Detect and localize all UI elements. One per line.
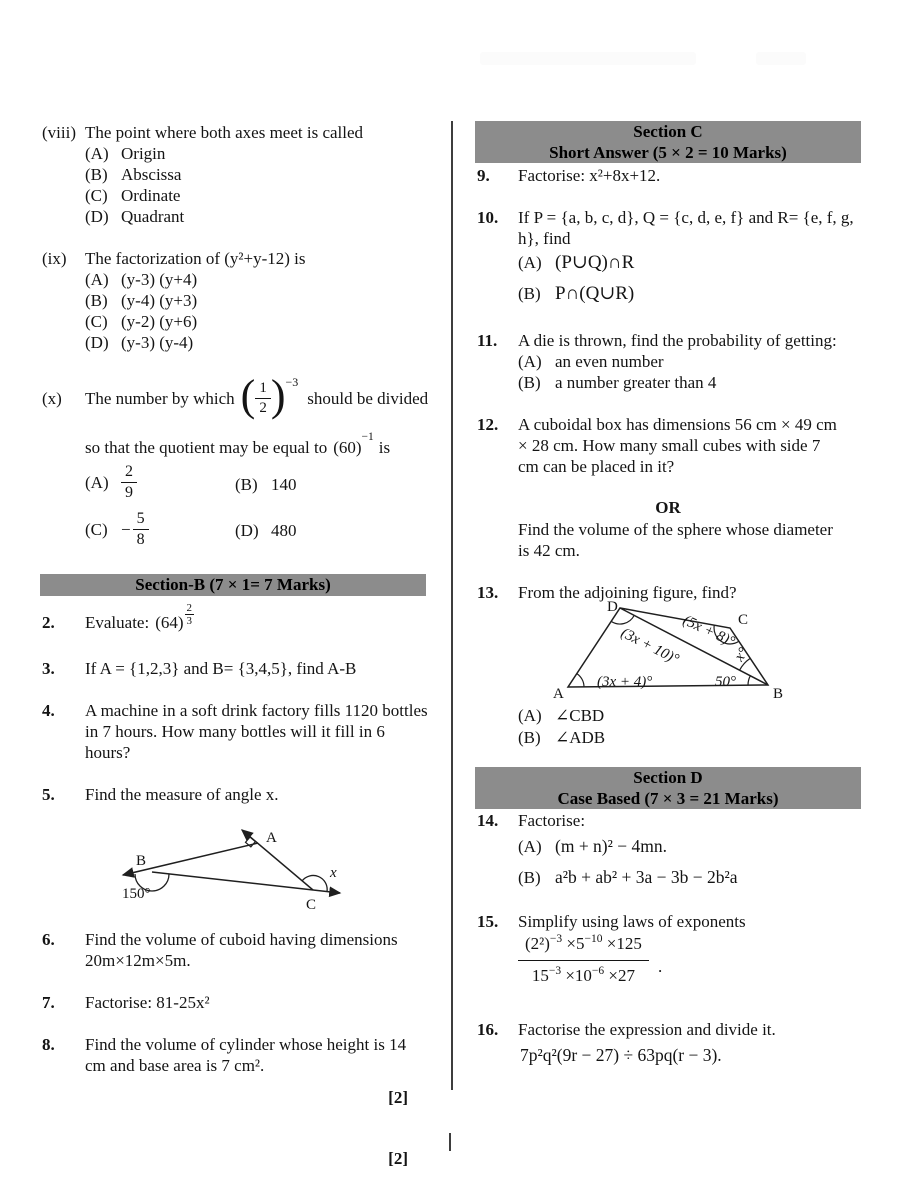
option-text: an even number	[555, 352, 664, 371]
option-label: (A)	[85, 144, 109, 163]
angle-label-a: (3x + 4)°	[597, 674, 653, 690]
fraction-five-eighths: $\frac{5}{8}$	[133, 510, 149, 549]
option-label: (A)	[85, 270, 109, 289]
mcq-ix-option-c	[85, 311, 197, 332]
column-divider-dash	[449, 1133, 451, 1151]
question-text: If A = {1,2,3} and B= {3,4,5}, find A-B	[85, 659, 357, 678]
vertex-label-b: B	[773, 686, 784, 702]
mcq-viii-option-b	[85, 164, 181, 185]
mcq-x-option-d	[235, 520, 297, 541]
base-64: (64)	[155, 612, 184, 632]
mcq-viii-option-c	[85, 185, 180, 206]
question-number: 4.	[42, 701, 55, 720]
page-marks-badge: [2]	[388, 1088, 408, 1107]
question-number: 8.	[42, 1035, 55, 1054]
option-expression: a²b + ab² + 3a − 3b − 2b²a	[555, 867, 738, 887]
option-label: (C)	[85, 519, 108, 539]
question-number: 15.	[477, 912, 499, 931]
mcq-x-stem-pre: The number by which	[85, 388, 235, 408]
question-number: 9.	[477, 166, 490, 185]
question-3	[42, 658, 356, 679]
option-label: (A)	[518, 837, 542, 856]
section-d-title: Section D	[633, 768, 703, 787]
question-number: 10.	[477, 208, 499, 227]
option-text: Origin	[121, 144, 166, 163]
option-label: (A)	[518, 252, 542, 272]
mcq-x-option-a	[85, 460, 137, 504]
question-text: Evaluate:	[85, 612, 150, 632]
question-number: 14.	[477, 811, 499, 830]
mcq-ix-number: (ix)	[42, 249, 67, 268]
angle-label-d: (3x + 10)°	[618, 625, 682, 668]
mcq-viii-option-d	[85, 206, 184, 227]
q16-expression: 7p²q²(9r − 27) ÷ 63pq(r − 3).	[520, 1045, 722, 1065]
mcq-ix-stem-row	[42, 248, 306, 269]
q14-option-a	[518, 836, 667, 857]
question-4	[42, 700, 433, 763]
section-c-header	[475, 121, 861, 163]
question-5	[42, 784, 279, 805]
vertex-label-d: D	[607, 599, 618, 615]
option-text: (y-2) (y+6)	[121, 312, 198, 331]
base-60: (60)	[333, 438, 362, 457]
fraction-denominator: $15^{-3} \times 10^{-6} \times 27$	[531, 965, 636, 985]
stem-text-end: is	[378, 438, 391, 457]
option-label: (B)	[518, 868, 541, 887]
section-d-subtitle: Case Based (7 × 3 = 21 Marks)	[557, 789, 779, 808]
faint-scan-artifact	[756, 52, 806, 65]
option-label: (B)	[518, 283, 541, 303]
angle-label-b-x: x°	[731, 644, 752, 665]
or-separator: OR	[655, 498, 681, 517]
question-text: Find the measure of angle x.	[85, 785, 279, 804]
question-number: 11.	[477, 331, 498, 350]
question-number: 12.	[477, 415, 499, 434]
q13-option-a	[518, 705, 604, 726]
angle-label-x: x	[330, 865, 337, 881]
option-label: (B)	[235, 475, 258, 494]
option-text: Abscissa	[121, 165, 182, 184]
question-number: 7.	[42, 993, 55, 1012]
angle-label-150: 150°	[122, 886, 151, 902]
option-expression: P∩(Q∪R)	[555, 282, 635, 304]
q10-option-b	[518, 280, 634, 306]
question-text: From the adjoining figure, find?	[518, 583, 737, 602]
question-number: 6.	[42, 930, 55, 949]
mcq-x-option-c	[85, 506, 149, 552]
stem-text: so that the quotient may be equal to	[85, 438, 328, 457]
section-c-title: Section C	[633, 122, 703, 141]
mcq-viii-stem-row	[42, 122, 363, 143]
question-11	[477, 330, 837, 351]
question-text: Factorise: x²+8x+12.	[518, 166, 661, 185]
mcq-x-stem-row: (x) The number by which ( $\frac{1}{2}$ ) −3 should be divided	[42, 371, 429, 420]
mcq-viii-stem: The point where both axes meet is called	[85, 123, 364, 142]
question-number: 13.	[477, 583, 499, 602]
page-marks-badge: [2]	[388, 1149, 408, 1168]
question-number: 16.	[477, 1020, 499, 1039]
mcq-ix-option-b	[85, 290, 197, 311]
angle-label-c: (5x + 8)°	[680, 612, 738, 651]
q11-option-a	[518, 351, 664, 372]
vertex-label-a: A	[553, 686, 564, 702]
vertex-label-c: C	[306, 897, 317, 913]
question-7	[42, 992, 210, 1013]
option-label: (B)	[518, 373, 541, 392]
option-label: (D)	[85, 207, 109, 226]
angle-label-b-50: 50°	[715, 674, 736, 690]
quadrilateral-figure-q13	[545, 597, 815, 707]
question-text: A machine in a soft drink factory fills 1120 bottles in 7 hours. How many bottles will it fill in 6 hours?	[85, 701, 428, 762]
fraction-one-half: $\frac{1}{2}$	[255, 380, 271, 417]
minus-sign: −	[121, 519, 131, 539]
mcq-x-stem-line2: so that the quotient may be equal to (60) −1 is	[85, 431, 391, 457]
question-10	[477, 207, 870, 249]
option-text: ∠CBD	[555, 706, 605, 725]
option-label: (B)	[85, 291, 108, 310]
option-expression: (P∪Q)∩R	[555, 251, 635, 273]
question-text: A die is thrown, find the probability of getting:	[518, 331, 837, 350]
question-15	[477, 911, 746, 932]
q13-option-b	[518, 727, 605, 748]
mcq-viii-option-a	[85, 143, 165, 164]
fraction-numerator: $(2^2)^{-3} \times 5^{-10} \times 125$	[518, 933, 649, 961]
option-label: (B)	[518, 728, 541, 747]
q15-trailing-period: .	[658, 957, 663, 976]
triangle-figure-q5	[100, 813, 365, 918]
section-d-header	[475, 767, 861, 809]
option-text: (y-3) (y-4)	[121, 333, 194, 352]
question-9	[477, 165, 660, 186]
fraction-two-ninths: $\frac{2}{9}$	[121, 463, 137, 502]
option-label: (B)	[85, 165, 108, 184]
question-6	[42, 929, 425, 971]
mcq-ix-stem: The factorization of (y²+y-12) is	[85, 249, 306, 268]
question-number: 3.	[42, 659, 55, 678]
question-text: Find the volume of cylinder whose height is 14 cm and base area is 7 cm².	[85, 1035, 407, 1075]
faint-scan-artifact	[480, 52, 696, 65]
option-text: (y-3) (y+4)	[121, 270, 198, 289]
question-text: Factorise the expression and divide it.	[518, 1020, 776, 1039]
q12-or-text: Find the volume of the sphere whose diameter is 42 cm.	[518, 520, 833, 560]
option-text: (y-4) (y+3)	[121, 291, 198, 310]
option-text: 480	[271, 521, 297, 540]
option-expression: (m + n)² − 4mn.	[555, 836, 667, 856]
mcq-ix-option-d	[85, 332, 193, 353]
option-text: a number greater than 4	[555, 373, 717, 392]
question-16	[477, 1019, 776, 1040]
question-text: Factorise:	[518, 811, 586, 830]
option-text: ∠ADB	[555, 728, 606, 747]
question-14	[477, 810, 585, 831]
section-c-subtitle: Short Answer (5 × 2 = 10 Marks)	[549, 143, 787, 162]
option-label: (A)	[85, 472, 109, 492]
mcq-x-option-b	[235, 474, 297, 495]
q15-fraction-expression	[518, 933, 649, 987]
q14-option-b	[518, 867, 738, 888]
question-12	[477, 414, 844, 477]
mcq-ix-option-a	[85, 269, 197, 290]
question-text: Factorise: 81-25x²	[85, 993, 210, 1012]
vertex-label-c: C	[738, 612, 749, 628]
q10-option-a	[518, 249, 634, 275]
option-label: (D)	[85, 333, 109, 352]
option-text: Quadrant	[121, 207, 185, 226]
question-8	[42, 1034, 407, 1076]
q11-option-b	[518, 372, 716, 393]
question-number: 2.	[42, 612, 55, 632]
question-text: Simplify using laws of exponents	[518, 912, 746, 931]
question-text: A cuboidal box has dimensions 56 cm × 49 cm × 28 cm. How many small cubes with side 7 cm can be placed in it?	[518, 415, 837, 476]
option-label: (C)	[85, 312, 108, 331]
vertex-label-b: B	[136, 853, 147, 869]
section-b-header: Section-B (7 × 1= 7 Marks)	[40, 574, 426, 596]
question-text: If P = {a, b, c, d}, Q = {c, d, e, f} and R= {e, f, g, h}, find	[518, 208, 854, 248]
question-number: 5.	[42, 785, 55, 804]
question-text: Find the volume of cuboid having dimensions 20m×12m×5m.	[85, 930, 398, 970]
question-2	[42, 601, 194, 638]
angle-arc-b-50	[748, 676, 750, 685]
option-text: 140	[271, 475, 297, 494]
mcq-x-stem-post: should be divided	[307, 388, 429, 408]
column-divider	[451, 121, 453, 1090]
exponent-two-thirds: 2 3	[186, 601, 193, 627]
option-text: Ordinate	[121, 186, 181, 205]
option-label: (A)	[518, 352, 542, 371]
option-label: (C)	[85, 186, 108, 205]
mcq-viii-number: (viii)	[42, 123, 76, 142]
option-label: (A)	[518, 706, 542, 725]
mcq-x-number: (x)	[42, 388, 62, 408]
option-label: (D)	[235, 521, 259, 540]
angle-arc-a	[577, 674, 584, 687]
vertex-label-a: A	[266, 830, 277, 846]
